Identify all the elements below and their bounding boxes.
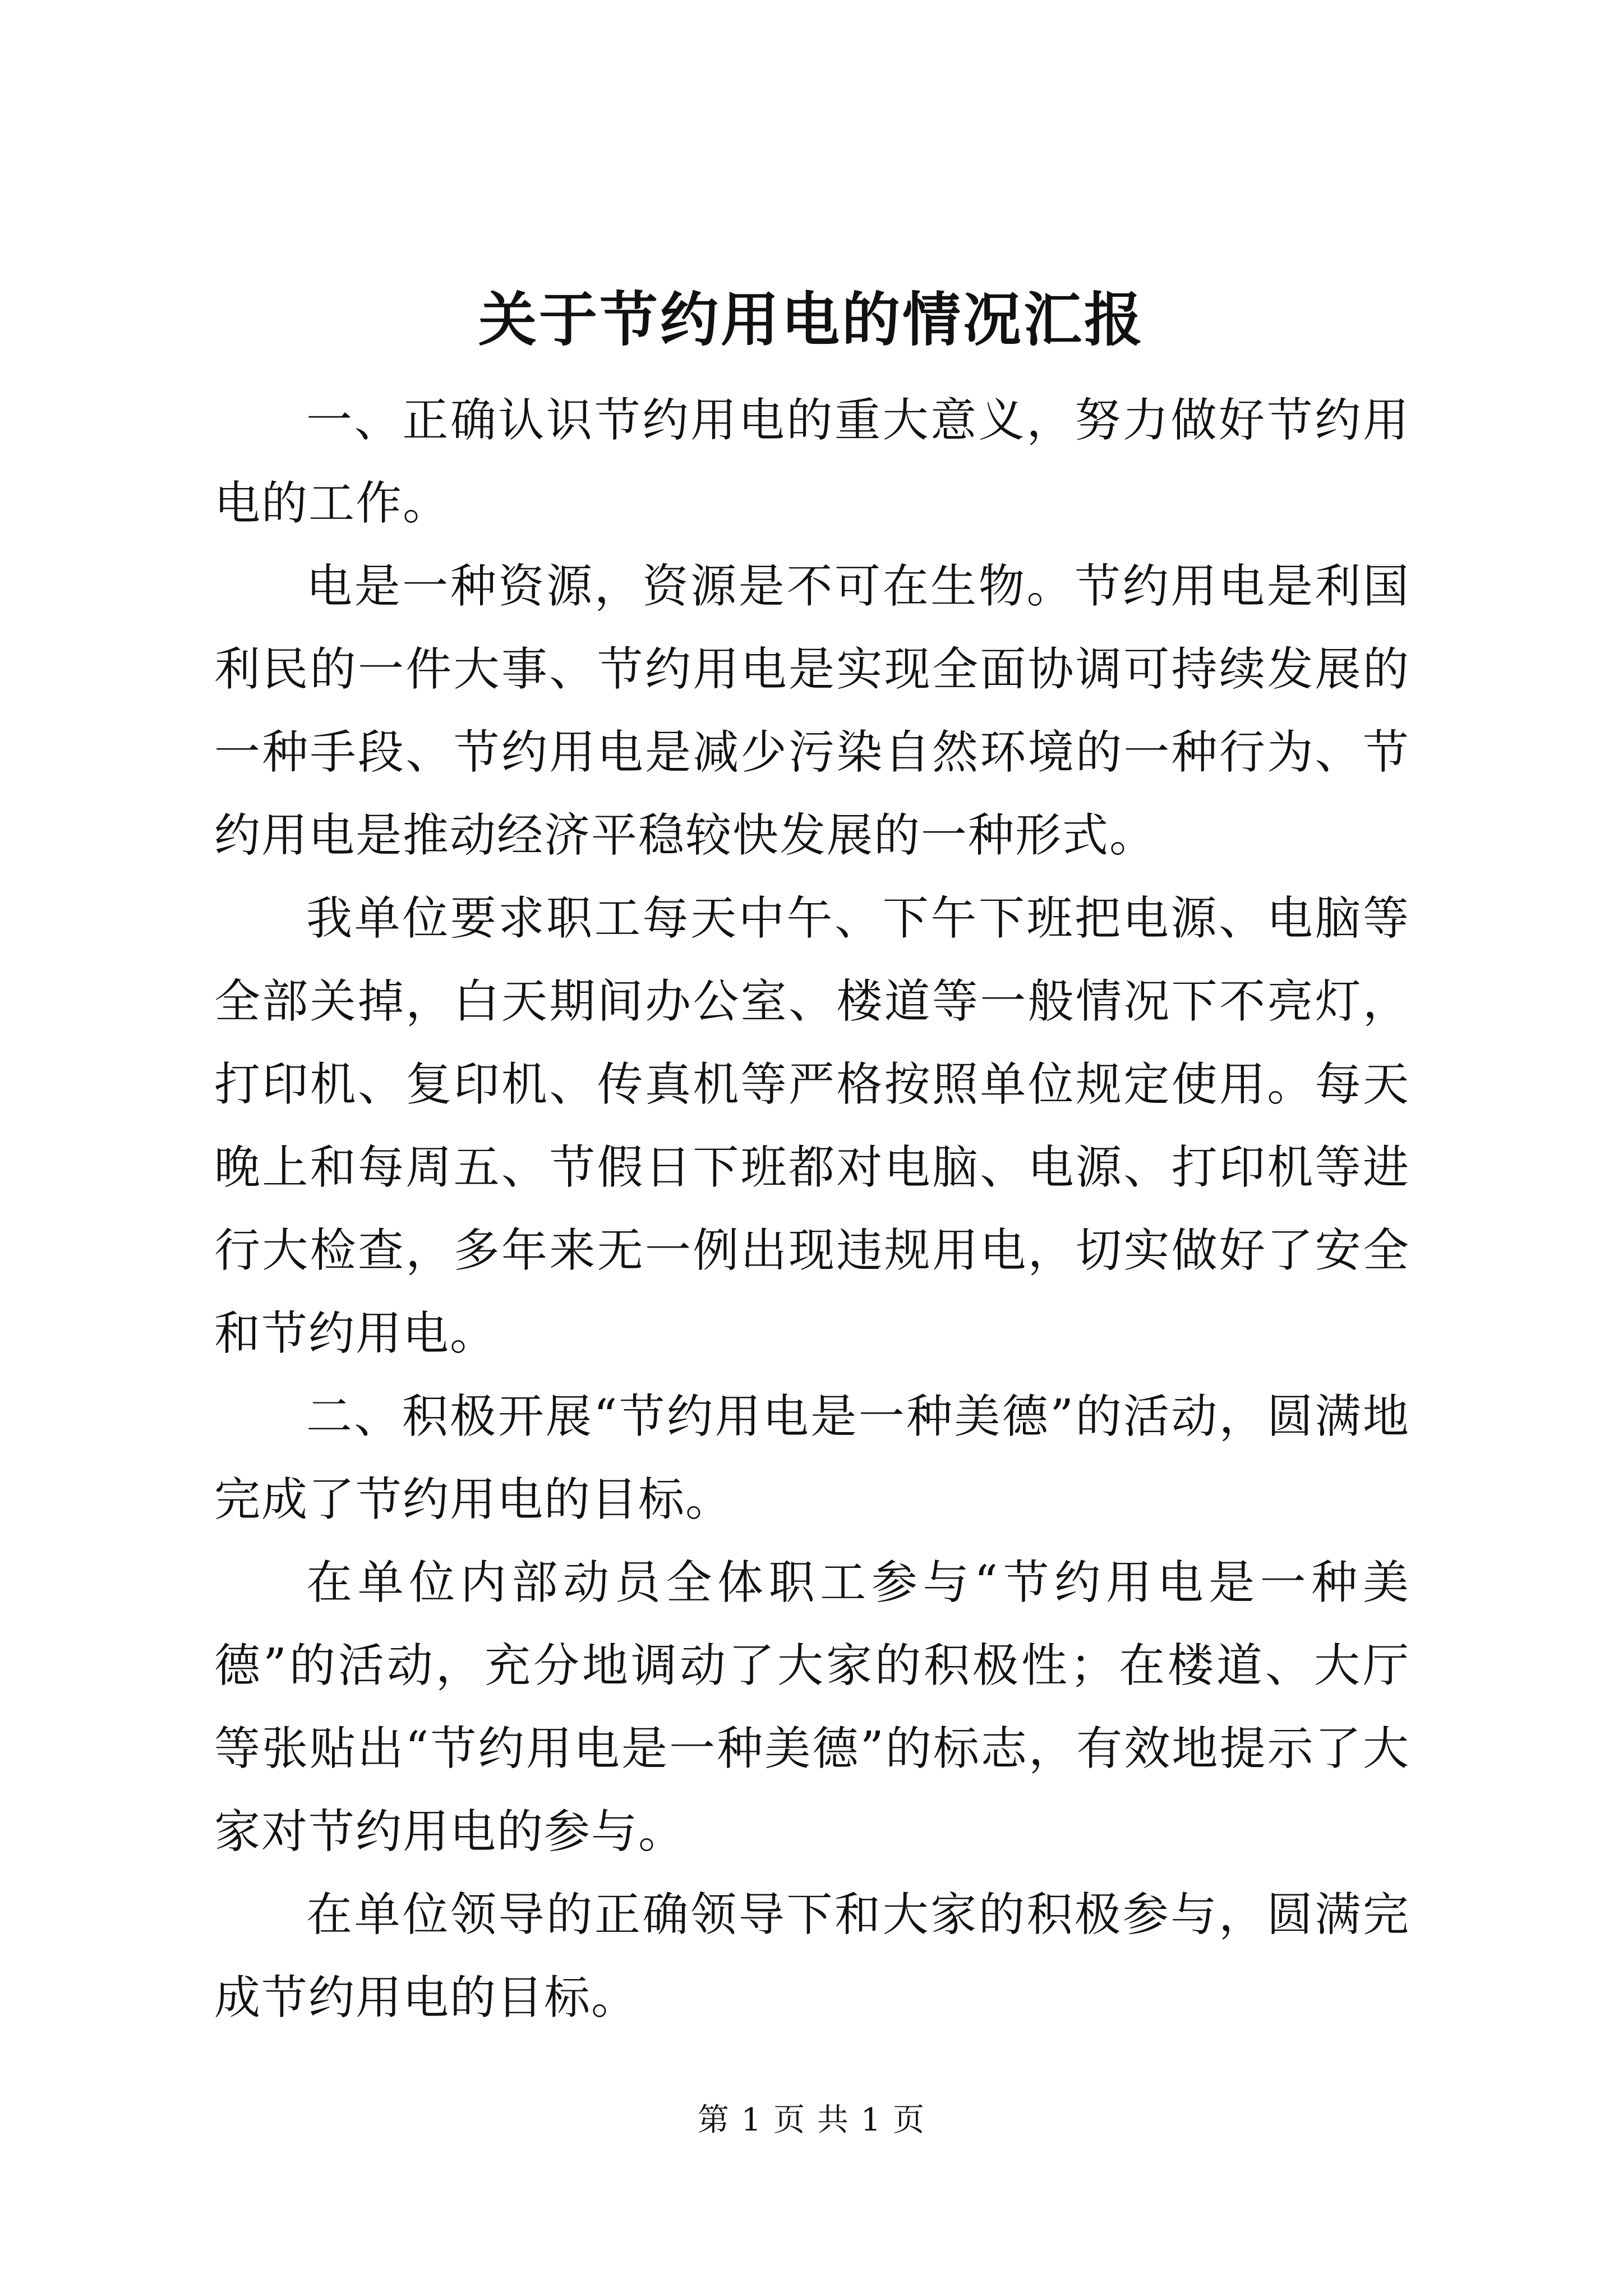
- paragraph-campaign-activity: 在单位内部动员全体职工参与“节约用电是一种美德”的活动，充分地调动了大家的积极性；在楼道、大厅等张贴出“节约用电是一种美德”的标志，有效地提示了大家对节约用电的参与。: [214, 1556, 1410, 1858]
- document-body: [214, 379, 1410, 2040]
- paragraph-unit-requirements: 我单位要求职工每天中午、下午下班把电源、电脑等全部关掉，白天期间办公室、楼道等一般情况下不亮灯，打印机、复印机、传真机等严格按照单位规定使用。每天晚上和每周五、节假日下班都对电脑、电源、打印机等进行大检查，多年来无一例出现违规用电，切实做好了安全和节约用电。: [214, 892, 1410, 1360]
- document-title: 关于节约用电的情况汇报: [478, 285, 1145, 354]
- paragraph-section-two-heading: 二、积极开展“节约用电是一种美德”的活动，圆满地完成了节约用电的目标。: [214, 1390, 1410, 1526]
- paragraph-conclusion: 在单位领导的正确领导下和大家的积极参与，圆满完成节约用电的目标。: [214, 1888, 1410, 2024]
- paragraph-section-one-heading: 一、正确认识节约用电的重大意义，努力做好节约用电的工作。: [214, 394, 1410, 530]
- page-footer: 第 1 页 共 1 页: [697, 2102, 926, 2138]
- paragraph-electricity-resource: 电是一种资源，资源是不可在生物。节约用电是利国利民的一件大事、节约用电是实现全面协调可持续发展的一种手段、节约用电是减少污染自然环境的一种行为、节约用电是推动经济平稳较快发展的一种形式。: [214, 560, 1410, 862]
